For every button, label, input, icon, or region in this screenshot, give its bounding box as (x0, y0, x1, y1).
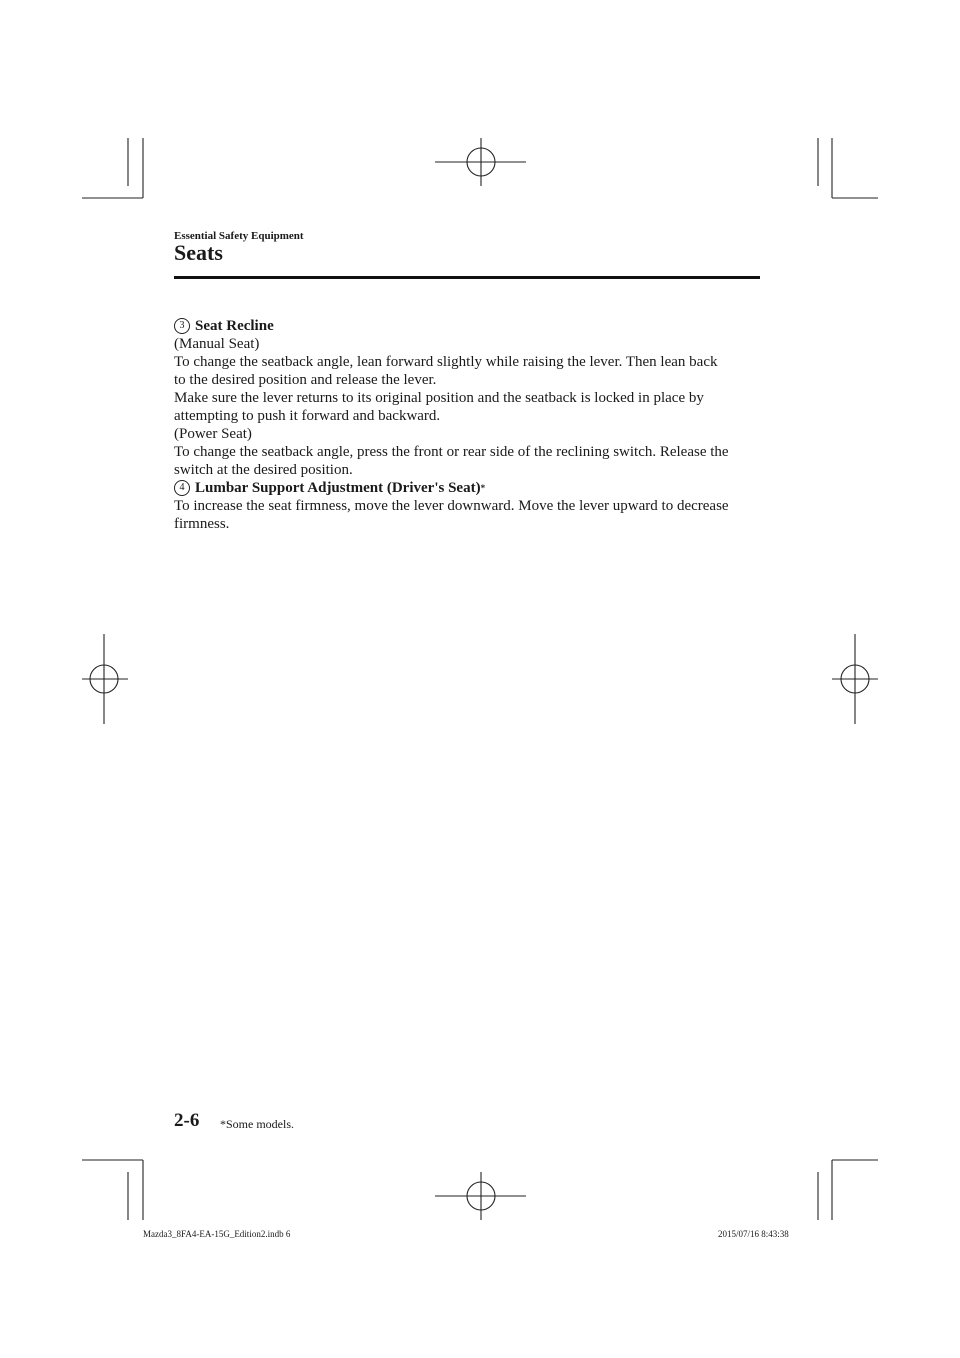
circled-number-icon: 3 (174, 318, 190, 334)
heading-text: Lumbar Support Adjustment (Driver's Seat) (195, 480, 481, 496)
title-divider (174, 276, 760, 279)
content-body (174, 317, 764, 533)
paragraph-line: Make sure the lever returns to its original position and the seatback is locked in place by (174, 390, 704, 406)
print-file-info: Mazda3_8FA4-EA-15G_Edition2.indb 6 (143, 1229, 291, 1239)
item-heading-lumbar-support: 4 Lumbar Support Adjustment (Driver's Seat) * (174, 479, 764, 497)
item-heading-seat-recline (174, 317, 764, 335)
paragraph-line: To change the seatback angle, lean forward slightly while raising the lever. Then lean back (174, 354, 718, 370)
registration-mark-left (82, 634, 128, 724)
registration-mark-bottom (435, 1172, 526, 1220)
crop-mark-bottom-left (82, 1160, 143, 1220)
paragraph-line: to the desired position and release the lever. (174, 372, 437, 388)
paragraph-line: switch at the desired position. (174, 462, 353, 478)
power-seat-label: (Power Seat) (174, 426, 252, 442)
footnote: *Some models. (220, 1117, 294, 1131)
page-number: 2-6 (174, 1110, 200, 1131)
crop-mark-top-left (82, 138, 143, 198)
print-timestamp: 2015/07/16 8:43:38 (718, 1229, 789, 1239)
paragraph-line: To change the seatback angle, press the front or rear side of the reclining switch. Release the (174, 444, 729, 460)
section-label: Essential Safety Equipment (174, 230, 304, 242)
paragraph-line: attempting to push it forward and backward. (174, 408, 441, 424)
heading-text: Seat Recline (195, 318, 274, 334)
registration-mark-top (435, 138, 526, 186)
crop-mark-bottom-right (818, 1160, 878, 1220)
page-title: Seats (174, 240, 223, 265)
paragraph-line: To increase the seat firmness, move the lever downward. Move the lever upward to decrease (174, 498, 729, 514)
crop-mark-top-right (818, 138, 878, 198)
manual-seat-label: (Manual Seat) (174, 336, 260, 352)
registration-mark-right (832, 634, 878, 724)
paragraph-line: firmness. (174, 516, 230, 532)
circled-number-icon: 4 (174, 480, 190, 496)
